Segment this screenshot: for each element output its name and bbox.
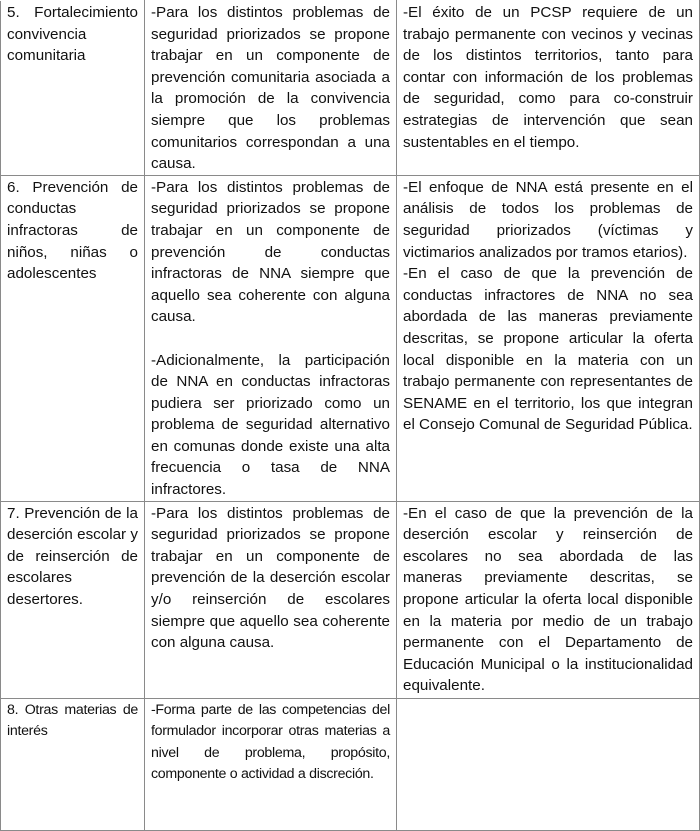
topic-text: 8. Otras materias de interés [7,701,138,740]
topic-cell [1,1,145,176]
notes-text: -El enfoque de NNA está presente en el análisis de todos los problemas de seguridad priorizados (víctimas y victimarios analizados por tramos etarios). [403,178,693,261]
topic-text: 6. Prevención de conductas infractoras de niños, niñas o adolescentes [7,178,138,283]
topic-text: 5. Fortalecimiento convivencia comunitaria [7,4,138,65]
proposal-cell [145,175,397,501]
table-row [1,698,700,830]
notes-cell-empty [397,698,700,830]
proposal-cell [145,501,397,698]
proposal-text: -Para los distintos problemas de seguridad priorizados se propone trabajar en un componente de prevención comunitaria asociada a la promoción de la convivencia siempre que los problemas comunitarios correspondan a una causa. [151,4,390,173]
proposal-text: -Para los distintos problemas de seguridad priorizados se propone trabajar en un componente de prevención de la deserción escolar y/o reinserción de escolares siempre que aquello sea coherente con alguna causa. [151,504,390,652]
proposal-cell [145,1,397,176]
notes-text: -En el caso de que la prevención de la deserción escolar y reinserción de escolares no sea abordada de las maneras previamente descritas, se propone articular la oferta local disponible en la materia por medio de un trabajo permanente con el Departamento de Educación Municipal o la institucionalidad equivalente. [403,504,693,695]
proposal-cell [145,698,397,830]
notes-text: -El éxito de un PCSP requiere de un trabajo permanente con vecinos y vecinas de los distintos territorios, tanto para contar con información de los problemas de seguridad, como para co-construir estrategias de intervención que sean sustentables en el tiempo. [403,4,693,151]
table-row [1,175,700,501]
table-row [1,501,700,698]
proposal-text: -Adicionalmente, la participación de NNA en conductas infractoras pudiera ser priorizado como un problema de seguridad alternativo en comunas donde existe una alta frecuencia o tasa de NNA infractores. [151,351,390,499]
topic-cell [1,698,145,830]
notes-text: -En el caso de que la prevención de conductas infractores de NNA no sea abordada de las maneras previamente descritas, se propone articular la oferta local disponible en la materia con un trabajo permanente con representantes de SENAME en el territorio, los que integran el Consejo Comunal de Seguridad Pública. [403,265,693,434]
notes-cell [397,501,700,698]
proposal-text: -Forma parte de las competencias del formulador incorporar otras materias a nivel de problema, propósito, componente o actividad a discreción. [151,701,390,783]
proposal-text: -Para los distintos problemas de seguridad priorizados se propone trabajar en un componente de prevención de conductas infractoras de NNA siempre que aquello sea coherente con alguna causa. [151,178,390,326]
notes-cell [397,1,700,176]
topic-text: 7. Prevención de la deserción escolar y de reinserción de escolares desertores. [7,504,138,609]
topic-cell [1,501,145,698]
notes-cell [397,175,700,501]
table-row [1,1,700,176]
topic-cell [1,175,145,501]
